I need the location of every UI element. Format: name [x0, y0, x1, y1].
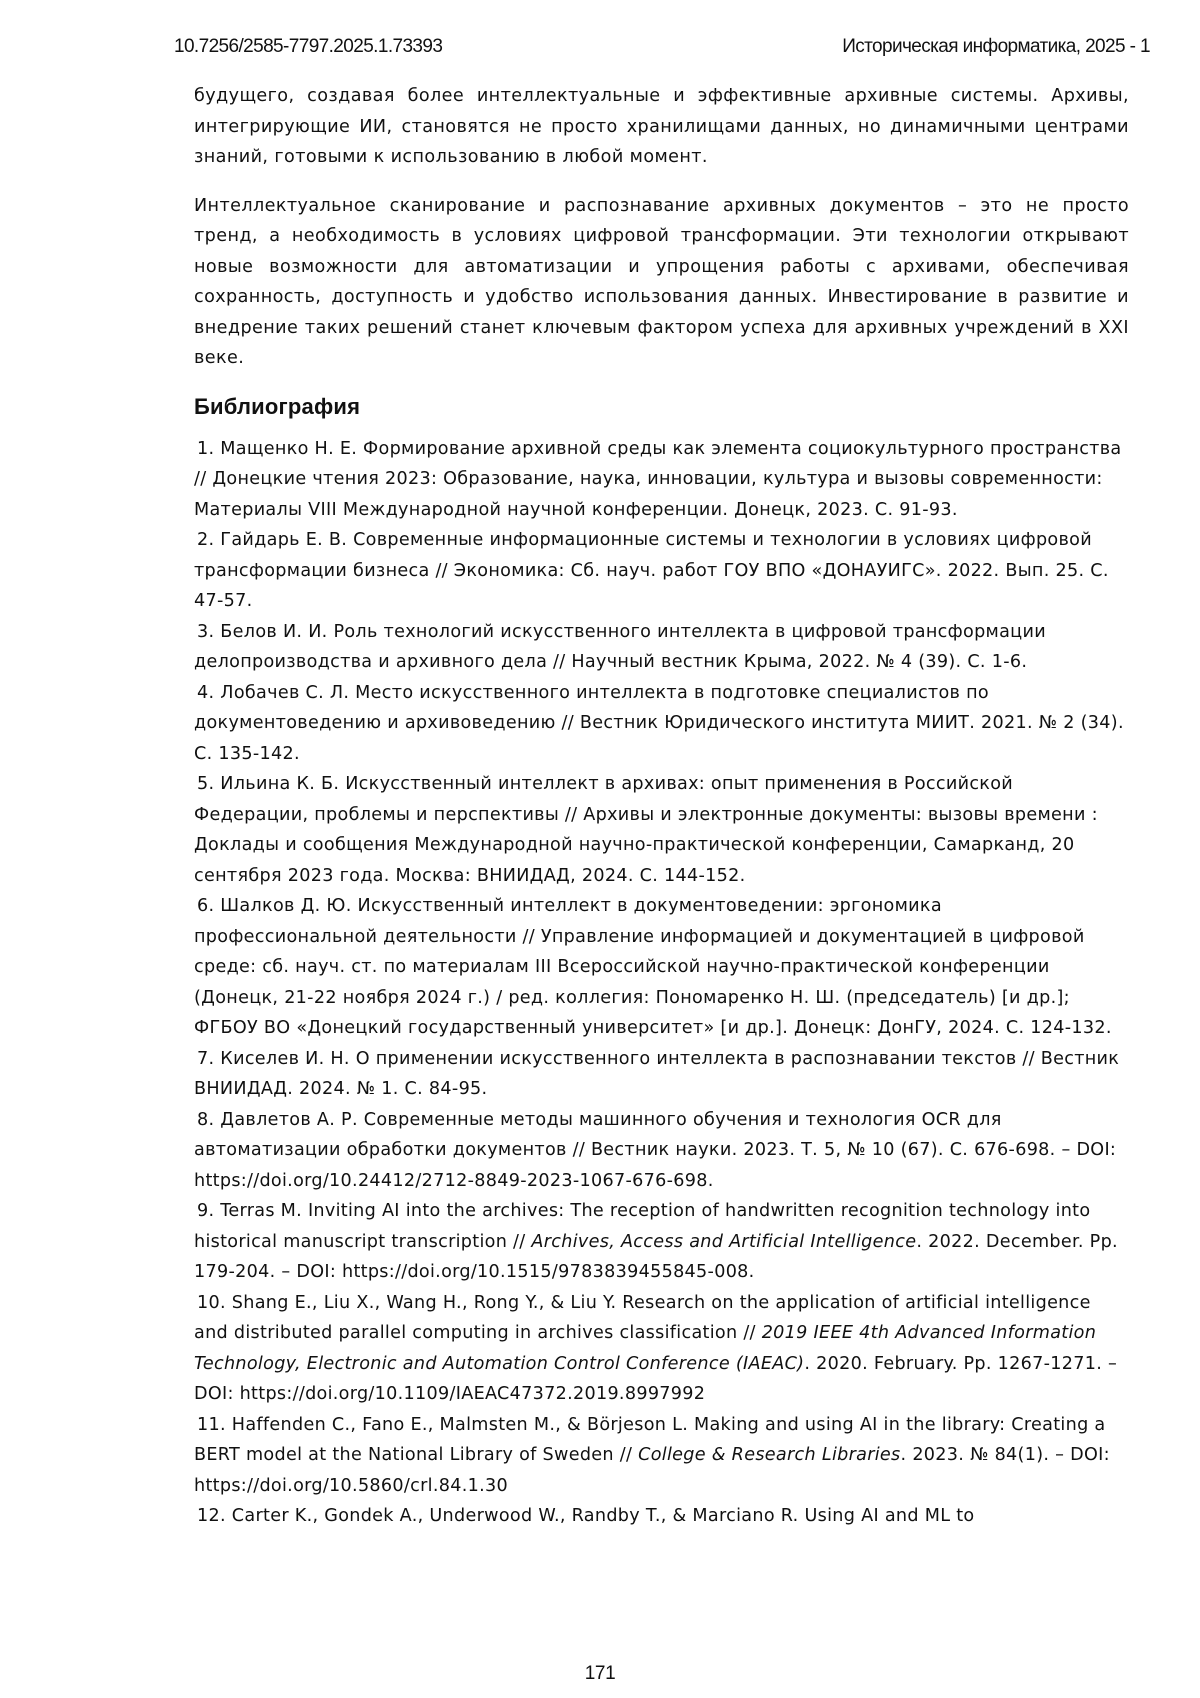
page-body	[194, 81, 1129, 1532]
bibliography-item	[194, 525, 1129, 617]
bibliography-item	[194, 1410, 1129, 1502]
bibliography-item	[194, 1105, 1129, 1197]
bibliography-item-details: . 2022. December. Pp. 179-204. – DOI: https://doi.org/10.1515/9783839455845-008.	[194, 1231, 1118, 1282]
bibliography-item-details: . 2020. February. Pp. 1267-1271. – DOI: https://doi.org/10.1109/IAEAC47372.2019.8997992	[194, 1353, 1118, 1404]
bibliography-item-number: 4.	[197, 682, 215, 703]
bibliography-item	[194, 434, 1129, 526]
bibliography-item-text: Terras M. Inviting AI into the archives: The reception of handwritten recognition technology into historical manuscript transcription //	[194, 1201, 1091, 1252]
bibliography-item	[194, 891, 1129, 1044]
bibliography-item-number: 6.	[197, 896, 215, 916]
bibliography-item-text: Мащенко Н. Е. Формирование архивной среды как элемента социокультурного пространства // Донецкие чтения 2023: Образование, наука, инновации, культура и вызовы современности: Материалы VIII Международной научной конференции. Донецк, 2023. С. 91-93.	[194, 438, 1122, 520]
bibliography-item-text: Shang E., Liu X., Wang H., Rong Y., & Liu Y. Research on the application of artificial intelligence and distributed parallel computing in archives classification //	[194, 1292, 1091, 1343]
body-paragraph: будущего, создавая более интеллектуальные и эффективные архивные системы. Архивы, интегрирующие ИИ, становятся не просто хранилищами данных, но динамичными центрами знаний, готовыми к использованию в любой момент.	[194, 86, 1129, 167]
page-number: 171	[584, 1663, 616, 1684]
bibliography-item-text: Гайдарь Е. В. Современные информационные системы и технологии в условиях цифровой трансформации бизнеса // Экономика: Сб. науч. работ ГОУ ВПО «ДОНАУИГС». 2022. Вып. 25. С. 47-57.	[194, 530, 1109, 611]
journal-header: Историческая информатика, 2025 - 1	[842, 36, 1150, 57]
bibliography-item-number: 3.	[197, 621, 215, 642]
bibliography-item-details: . 2023. № 84(1). – DOI: https://doi.org/10.5860/crl.84.1.30	[194, 1445, 1110, 1496]
bibliography-item	[194, 678, 1129, 770]
bibliography-item-number: 11.	[197, 1414, 226, 1435]
bibliography-item-number: 8.	[197, 1109, 215, 1130]
bibliography-item-number: 1.	[197, 438, 215, 459]
bibliography-item-text: Лобачев С. Л. Место искусственного интеллекта в подготовке специалистов по документоведению и архивоведению // Вестник Юридического института МИИТ. 2021. № 2 (34). С. 135-142.	[194, 682, 1124, 764]
bibliography-item-text: Киселев И. Н. О применении искусственного интеллекта в распознавании текстов // Вестник ВНИИДАД. 2024. № 1. С. 84-95.	[194, 1048, 1120, 1099]
doi-header: 10.7256/2585-7797.2025.1.73393	[174, 36, 443, 57]
bibliography-item-text: Carter K., Gondek A., Underwood W., Randby T., & Marciano R. Using AI and ML to	[231, 1506, 975, 1526]
bibliography-item-text: Давлетов А. Р. Современные методы машинного обучения и технология OCR для автоматизации обработки документов // Вестник науки. 2023. Т. 5, № 10 (67). С. 676-698. – DOI: https://doi.org/10.24412/2712-8849-2023-1067-676-698.	[194, 1109, 1117, 1191]
bibliography-item	[194, 1501, 1129, 1532]
bibliography-item-number: 2.	[197, 530, 215, 550]
bibliography-item-text: Haffenden C., Fano E., Malmsten M., & Börjeson L. Making and using AI in the library: Creating a BERT model at the National Library of Sweden //	[194, 1414, 1106, 1465]
bibliography-item-number: 10.	[197, 1292, 226, 1313]
bibliography-item-text: Шалков Д. Ю. Искусственный интеллект в документоведении: эргономика профессиональной деятельности // Управление информацией и документацией в цифровой среде: сб. науч. ст. по материалам III Всероссийской научно-практической конференции (Донецк, 21-22 ноября 2024 г.) / ред. коллегия: Пономаренко Н. Ш. (председатель) [и др.]; ФГБОУ ВО «Донецкий государственный университет» [и др.]. Донецк: ДонГУ, 2024. С. 124-132.	[194, 896, 1112, 1038]
bibliography-item-source: Archives, Access and Artificial Intelligence	[531, 1231, 917, 1252]
bibliography-heading: Библиография	[194, 393, 361, 419]
bibliography-item	[194, 1288, 1129, 1410]
bibliography-item-text: Ильина К. Б. Искусственный интеллект в архивах: опыт применения в Российской Федерации, проблемы и перспективы // Архивы и электронные документы: вызовы времени : Доклады и сообщения Международной научно-практической конференции, Самарканд, 20 сентября 2023 года. Москва: ВНИИДАД, 2024. С. 144-152.	[194, 774, 1098, 886]
bibliography-item-source: 2019 IEEE 4th Advanced Information Technology, Electronic and Automation Control Conference (IAEAC)	[194, 1323, 1097, 1374]
bibliography-item-text: Белов И. И. Роль технологий искусственного интеллекта в цифровой трансформации делопроизводства и архивного дела // Научный вестник Крыма, 2022. № 4 (39). С. 1-6.	[194, 621, 1046, 672]
bibliography-item	[194, 617, 1129, 678]
body-paragraph: Интеллектуальное сканирование и распознавание архивных документов – это не просто тренд, а необходимость в условиях цифровой трансформации. Эти технологии открывают новые возможности для автоматизации и упрощения работы с архивами, обеспечивая сохранность, доступность и удобство использования данных. Инвестирование в развитие и внедрение таких решений станет ключевым фактором успеха для архивных учреждений в XXI веке.	[194, 195, 1129, 368]
bibliography-item-number: 12.	[197, 1506, 226, 1526]
bibliography-item-number: 9.	[197, 1201, 215, 1221]
bibliography-item	[194, 1196, 1129, 1288]
bibliography-item	[194, 1044, 1129, 1105]
bibliography-item-number: 7.	[197, 1048, 215, 1069]
bibliography-item-source: College & Research Libraries	[638, 1445, 901, 1465]
bibliography-item-number: 5.	[197, 774, 215, 794]
bibliography-item	[194, 769, 1129, 891]
bibliography-list	[194, 434, 1129, 1532]
